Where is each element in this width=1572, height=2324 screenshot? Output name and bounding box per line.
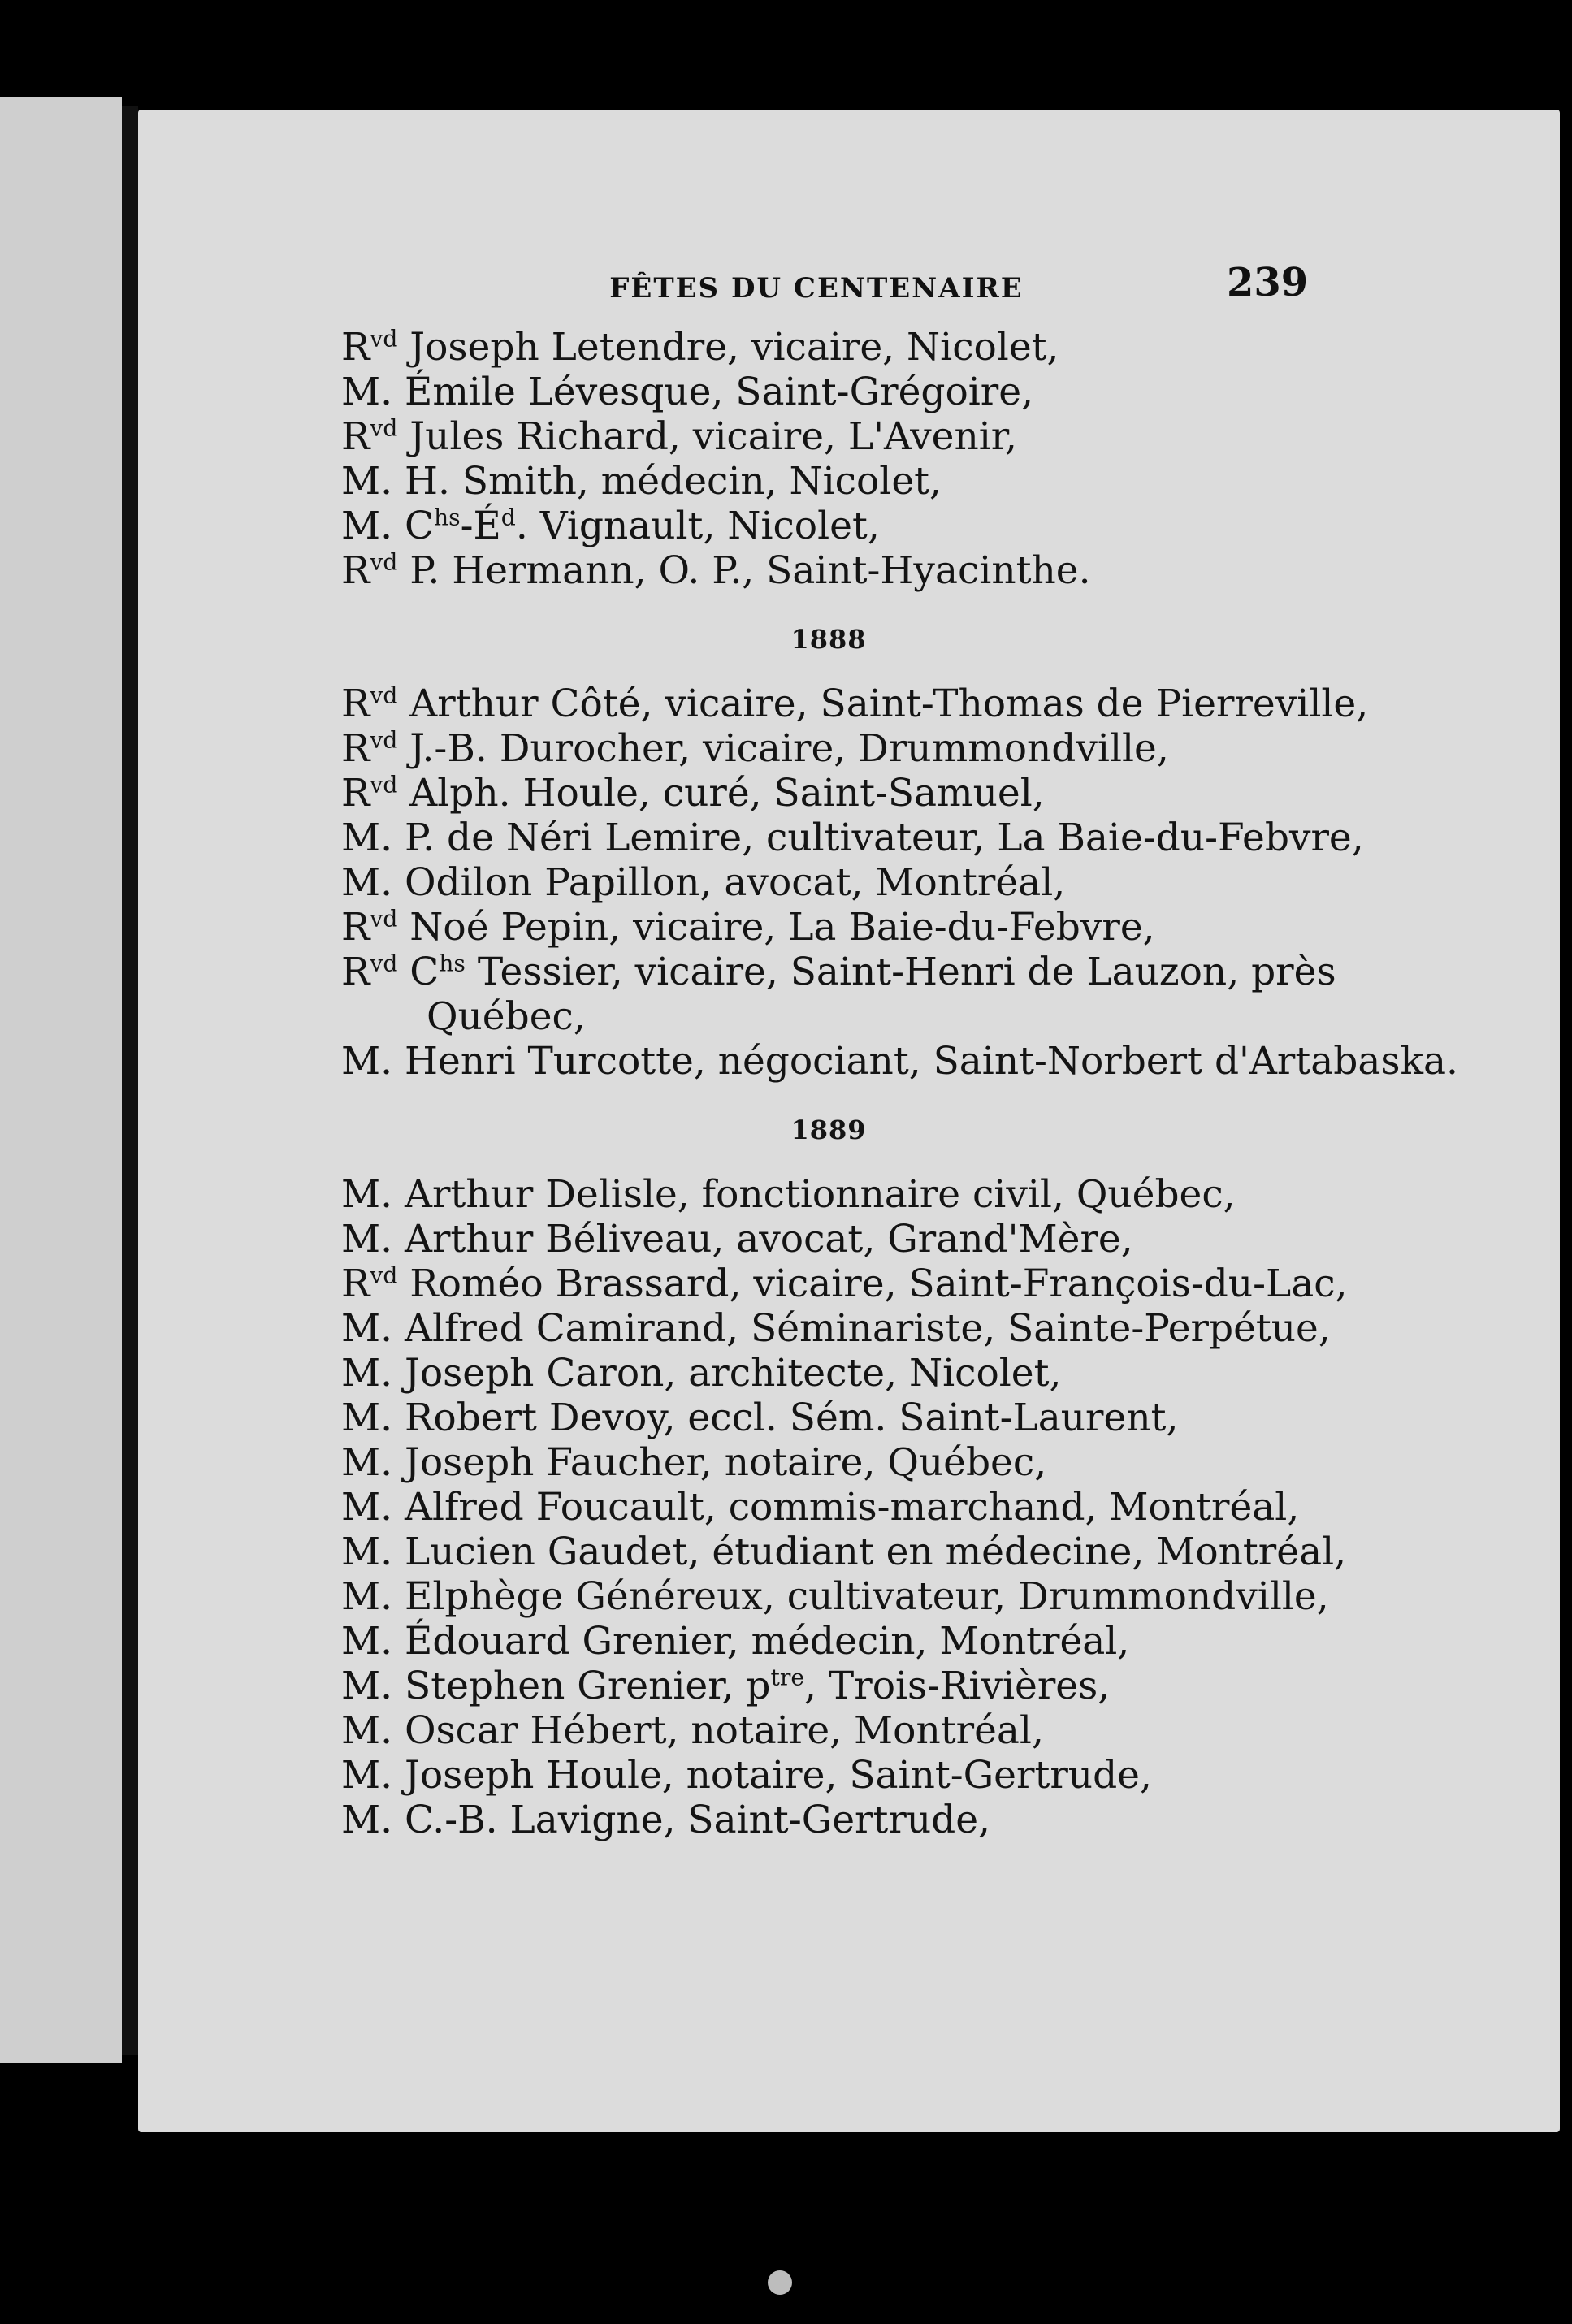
list-item: M. Alfred Foucault, commis-marchand, Montréal, [341,1485,1300,1530]
list-item: $R^{vd}$ $C^{hs}$ Tessier, vicaire, Saint-Henri de Lauzon, près [341,950,1336,994]
year-heading-1889: 1889 [790,1114,867,1145]
list-item: M. H. Smith, médecin, Nicolet, [341,459,942,504]
text-block [341,325,1458,1842]
list-item: $R^{vd}$ Arthur Côté, vicaire, Saint-Thomas de Pierreville, [341,682,1369,726]
list-item: $R^{vd}$ Noé Pepin, vicaire, La Baie-du-Febvre, [341,905,1155,950]
year-heading-1888: 1888 [790,624,867,655]
book-gutter [122,106,138,2055]
list-item: M. Arthur Béliveau, avocat, Grand'Mère, [341,1217,1133,1262]
list-item: $R^{vd}$ Jules Richard, vicaire, L'Avenir, [341,414,1017,459]
list-item: M. Stephen Grenier, $p^{tre}$, Trois-Rivières, [341,1664,1111,1708]
page-number: 239 [1227,260,1309,305]
running-head: FÊTES DU CENTENAIRE [609,272,1024,305]
list-item: $R^{vd}$ Alph. Houle, curé, Saint-Samuel, [341,771,1045,816]
list-item: M. Odilon Papillon, avocat, Montréal, [341,860,1066,905]
list-item: M. Joseph Houle, notaire, Saint-Gertrude, [341,1753,1152,1798]
list-item: M. Alfred Camirand, Séminariste, Sainte-Perpétue, [341,1306,1331,1351]
list-item: M. $C^{hs}-É^d$. Vignault, Nicolet, [341,504,880,548]
scan-mark [768,2270,792,2295]
list-item: M. Henri Turcotte, négociant, Saint-Norbert d'Artabaska. [341,1039,1458,1084]
list-item: M. Elphège Généreux, cultivateur, Drummondville, [341,1574,1329,1619]
list-item: M. Robert Devoy, eccl. Sém. Saint-Laurent, [341,1396,1179,1440]
list-item: M. Édouard Grenier, médecin, Montréal, [341,1619,1130,1664]
list-item: M. Oscar Hébert, notaire, Montréal, [341,1708,1044,1753]
list-item: $R^{vd}$ Joseph Letendre, vicaire, Nicolet, [341,325,1059,370]
list-item: M. Arthur Delisle, fonctionnaire civil, Québec, [341,1172,1236,1217]
list-item: M. Joseph Faucher, notaire, Québec, [341,1440,1047,1485]
list-item: $R^{vd}$ Roméo Brassard, vicaire, Saint-François-du-Lac, [341,1262,1348,1306]
list-item: $R^{vd}$ P. Hermann, O. P., Saint-Hyacinthe. [341,548,1091,593]
list-item: M. P. de Néri Lemire, cultivateur, La Baie-du-Febvre, [341,816,1364,860]
facing-page-edge [0,97,122,2063]
list-item: $R^{vd}$ J.-B. Durocher, vicaire, Drummondville, [341,726,1169,771]
list-item-continuation: Québec, [427,994,586,1039]
list-item: M. C.-B. Lavigne, Saint-Gertrude, [341,1798,990,1842]
list-item: M. Émile Lévesque, Saint-Grégoire, [341,370,1034,414]
list-item: M. Joseph Caron, architecte, Nicolet, [341,1351,1062,1396]
list-item: M. Lucien Gaudet, étudiant en médecine, Montréal, [341,1530,1347,1574]
